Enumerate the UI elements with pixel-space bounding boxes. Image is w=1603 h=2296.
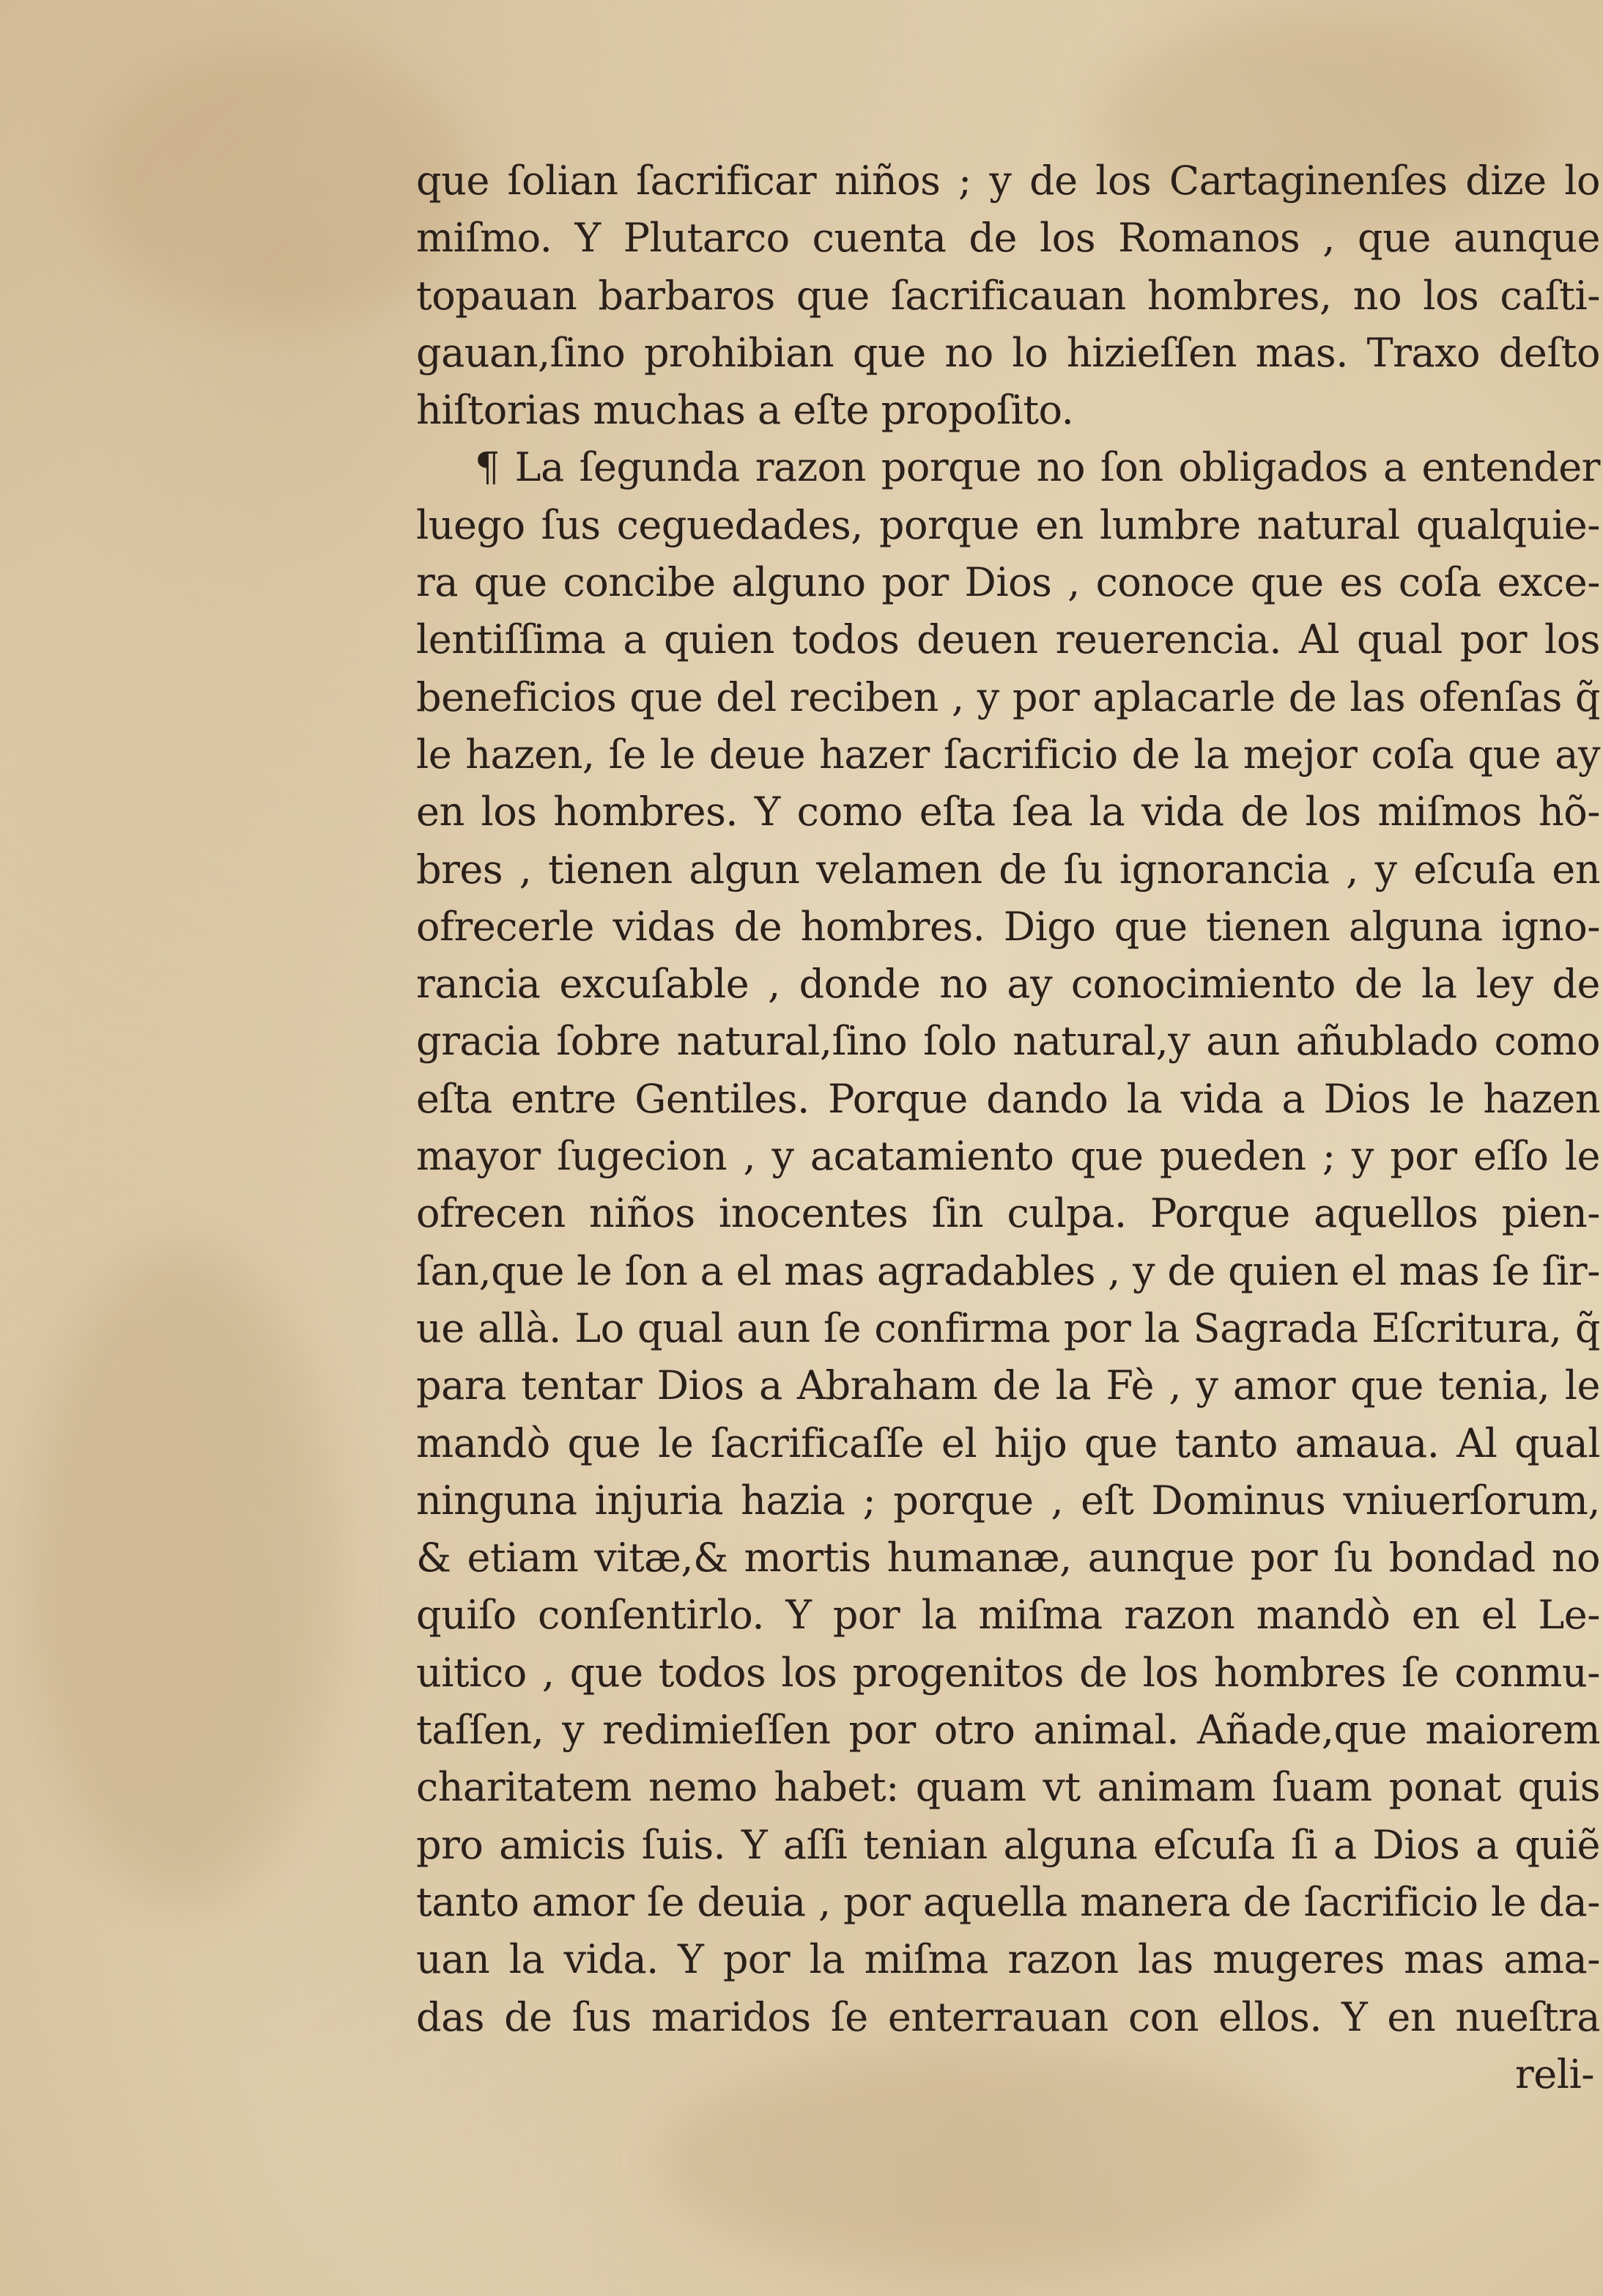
paper-stain (88, 44, 469, 322)
text-line: para tentar Dios a Abraham de la Fè , y amor que tenia, le (416, 1362, 1600, 1409)
text-line: quiſo conſentirlo. Y por la miſma razon mandò en el Le- (416, 1592, 1600, 1639)
text-line: & etiam vitæ,& mortis humanæ, aunque por ſu bondad no (416, 1535, 1600, 1581)
text-line: rancia excuſable , donde no ay conocimiento de la ley de (416, 961, 1600, 1008)
text-line: mayor ſugecion , y acatamiento que pueden ; y por eſſo le (416, 1133, 1600, 1180)
text-line: mandò que le ſacrificaſſe el hijo que tanto amaua. Al qual (416, 1420, 1600, 1466)
text-line: ue allà. Lo qual aun ſe confirma por la Sagrada Eſcritura, q̃ (416, 1304, 1600, 1351)
catchword: reli- (1514, 2050, 1594, 2097)
text-line: lentiſſima a quien todos deuen reuerencia. Al qual por los (416, 616, 1600, 663)
text-line: bres , tienen algun velamen de ſu ignorancia , y eſcuſa en (416, 846, 1600, 893)
text-line: uan la vida. Y por la miſma razon las mugeres mas ama- (416, 1936, 1600, 1983)
text-line: ninguna injuria hazia ; porque , eſt Dominus vniuerſorum, (416, 1477, 1600, 1524)
text-line: le hazen, ſe le deue hazer ſacrificio de la mejor coſa que ay (416, 731, 1600, 778)
text-line: luego ſus ceguedades, porque en lumbre natural qualquie- (416, 501, 1600, 548)
text-line: charitatem nemo habet: quam vt animam ſuam ponat quis (416, 1764, 1600, 1811)
text-line: topauan barbaros que ſacrificauan hombres, no los caſti- (416, 272, 1600, 319)
text-line: ofrecen niños inocentes ſin culpa. Porque aquellos pien- (416, 1190, 1600, 1237)
text-line: ſan,que le ſon a el mas agradables , y de quien el mas ſe ſir- (416, 1247, 1600, 1294)
text-line: ra que concibe alguno por Dios , conoce que es coſa exce- (416, 559, 1600, 606)
text-line: en los hombres. Y como eſta ſea la vida de los miſmos hõ- (416, 789, 1600, 835)
text-line: miſmo. Y Plutarco cuenta de los Romanos , que aunque (416, 215, 1600, 262)
text-line: eſta entre Gentiles. Porque dando la vida a Dios le hazen (416, 1075, 1600, 1122)
text-line: beneficios que del reciben , y por aplacarle de las ofenſas q̃ (416, 673, 1600, 720)
text-line: gauan,ſino prohibian que no lo hizieſſen mas. Traxo deſto (416, 329, 1600, 376)
text-line: que ſolian ſacrificar niños ; y de los Cartaginenſes dize lo (416, 158, 1600, 204)
text-line: gracia ſobre natural,ſino ſolo natural,y aun añublado como (416, 1018, 1600, 1065)
text-line: taſſen, y redimieſſen por otro animal. Añade,que maiorem (416, 1707, 1600, 1754)
paragraph-start-line: ¶ La ſegunda razon porque no ſon obligados a entender (475, 444, 1600, 491)
text-line: tanto amor ſe deuia , por aquella manera de ſacrificio le da- (416, 1878, 1600, 1925)
paper-stain (29, 1246, 337, 1905)
text-line: uitico , que todos los progenitos de los hombres ſe conmu- (416, 1649, 1600, 1696)
text-line: pro amicis ſuis. Y aſſi tenian alguna eſcuſa ſi a Dios a quiẽ (416, 1821, 1600, 1868)
text-line: ofrecerle vidas de hombres. Digo que tienen alguna igno- (416, 903, 1600, 950)
text-line: hiſtorias muchas a eſte propoſito. (416, 387, 1074, 434)
body-text (416, 152, 1600, 2103)
text-line: das de ſus maridos ſe enterrauan con ellos. Y en nueſtra (416, 1993, 1600, 2040)
